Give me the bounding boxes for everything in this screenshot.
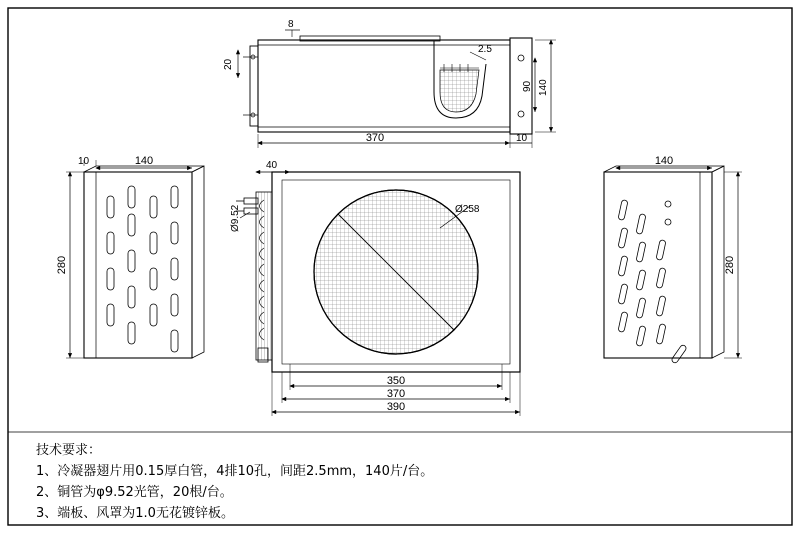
dim-label-140-right: 140 [654,155,674,167]
dim-front-350 [290,364,502,390]
dim-top-90 [522,58,535,112]
dim-top-2p5 [470,44,492,60]
dim-top-20 [223,50,238,78]
dim-top-140 [535,40,556,132]
right-side-view [604,155,742,364]
front-view [230,160,520,416]
dim-left-280 [56,172,86,358]
dim-label-390: 390 [386,401,406,413]
dim-label-280-left: 280 [56,255,68,275]
technical-requirements [36,440,556,524]
dim-label-40: 40 [266,160,278,171]
dim-label-10-top: 10 [516,133,528,144]
note-item-1: 1、冷凝器翅片用0.15厚白管，4排10孔，间距2.5mm，140片/台。 [36,464,434,479]
dim-top-10 [510,133,532,148]
dim-top-8 [285,19,300,37]
dim-front-40 [256,160,290,172]
top-view [223,19,556,148]
dim-right-280 [724,172,742,358]
left-side-view [56,155,204,358]
note-item-3: 3、端板、风罩为1.0无花镀锌板。 [36,506,234,521]
note-item-2: 2、铜管为φ9.52光管，20根/台。 [36,485,233,500]
dim-label-10-left: 10 [78,156,90,167]
dim-label-280-right: 280 [724,255,736,275]
dim-top-370 [258,132,510,148]
louver-slots-right [618,200,687,364]
dim-label-370-front: 370 [386,388,406,400]
dim-label-90: 90 [522,80,533,92]
dim-label-140-top: 140 [538,79,549,96]
dim-label-20: 20 [223,58,234,70]
dim-label-fan-dia: Ø258 [455,204,480,215]
dim-label-tube-dia: Ø9.52 [230,204,241,232]
notes-heading: 技术要求： [36,443,102,458]
dim-label-2p5: 2.5 [478,44,492,55]
louver-slots-left [107,186,178,352]
dim-label-370-top: 370 [365,132,385,144]
dim-label-350: 350 [386,375,406,387]
dim-tube-dia [230,204,250,232]
dim-label-140-left: 140 [134,155,154,167]
dim-left-10 [78,156,96,167]
dim-label-8: 8 [288,19,294,30]
